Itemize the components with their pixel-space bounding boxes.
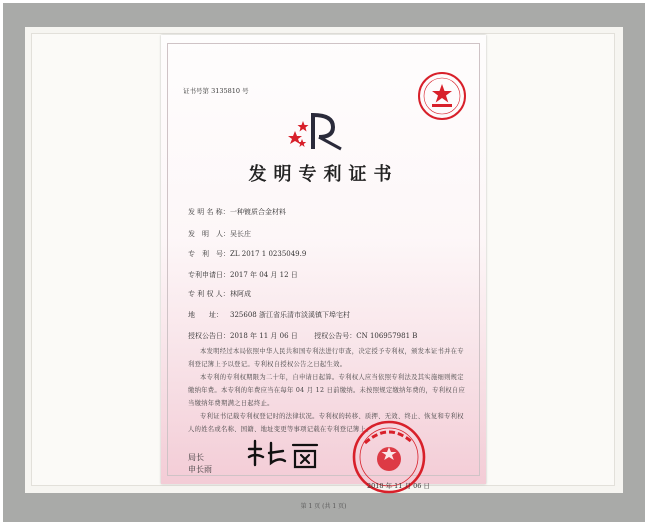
seal-date: 2018 年 11 月 06 日 <box>367 482 430 490</box>
page-number: 第 1 页 (共 1 页) <box>300 503 347 510</box>
field-application-date: 专利申请日：2017 年 04 月 12 日 <box>188 271 298 279</box>
body-paragraph: 本专利的专利权期限为二十年，自申请日起算。专利权人应当依照专利法及其实施细则规定缴纳年费。本专利的年费应当在每年 04 月 12 日前缴纳。未按照规定缴纳年费的，专利权自应当缴纳年费期满之日起终止。 <box>188 374 466 407</box>
signature-icon <box>245 437 325 475</box>
seal-small-icon <box>416 70 468 122</box>
field-grant-date: 授权公告日：2018 年 11 月 06 日 授权公告号：CN 106957981 B <box>188 332 418 340</box>
field-patent-number: 专 利 号：ZL 2017 1 0235049.9 <box>188 250 307 258</box>
field-invention-name: 发 明 名 称：一种镀质合金材料 <box>188 208 286 216</box>
field-patentee: 专 利 权 人：林阿成 <box>188 290 251 298</box>
body-paragraph: 专利证书记载专利权登记时的法律状况。专利权的转移、质押、无效、终止、恢复和专利权人的姓名或名称、国籍、地址变更等事项记载在专利登记簿上。 <box>188 413 464 433</box>
certificate-title: 发明专利证书 <box>248 164 399 185</box>
field-inventor: 发 明 人：吴长庄 <box>188 230 251 238</box>
patent-certificate <box>161 35 486 510</box>
cnipa-emblem-icon <box>289 109 349 153</box>
field-address: 地 址： 325608 浙江省乐清市淡溪镇下埠宅村 <box>188 311 350 319</box>
certificate-number: 证书号第 3135810 号 <box>183 87 249 95</box>
body-paragraph: 本发明经过本局依照中华人民共和国专利法进行审查，决定授予专利权，颁发本证书并在专利登记簿上予以登记。专利权自授权公告之日起生效。 <box>188 348 464 368</box>
signature-titles: 局长 申长雨 <box>188 453 212 474</box>
